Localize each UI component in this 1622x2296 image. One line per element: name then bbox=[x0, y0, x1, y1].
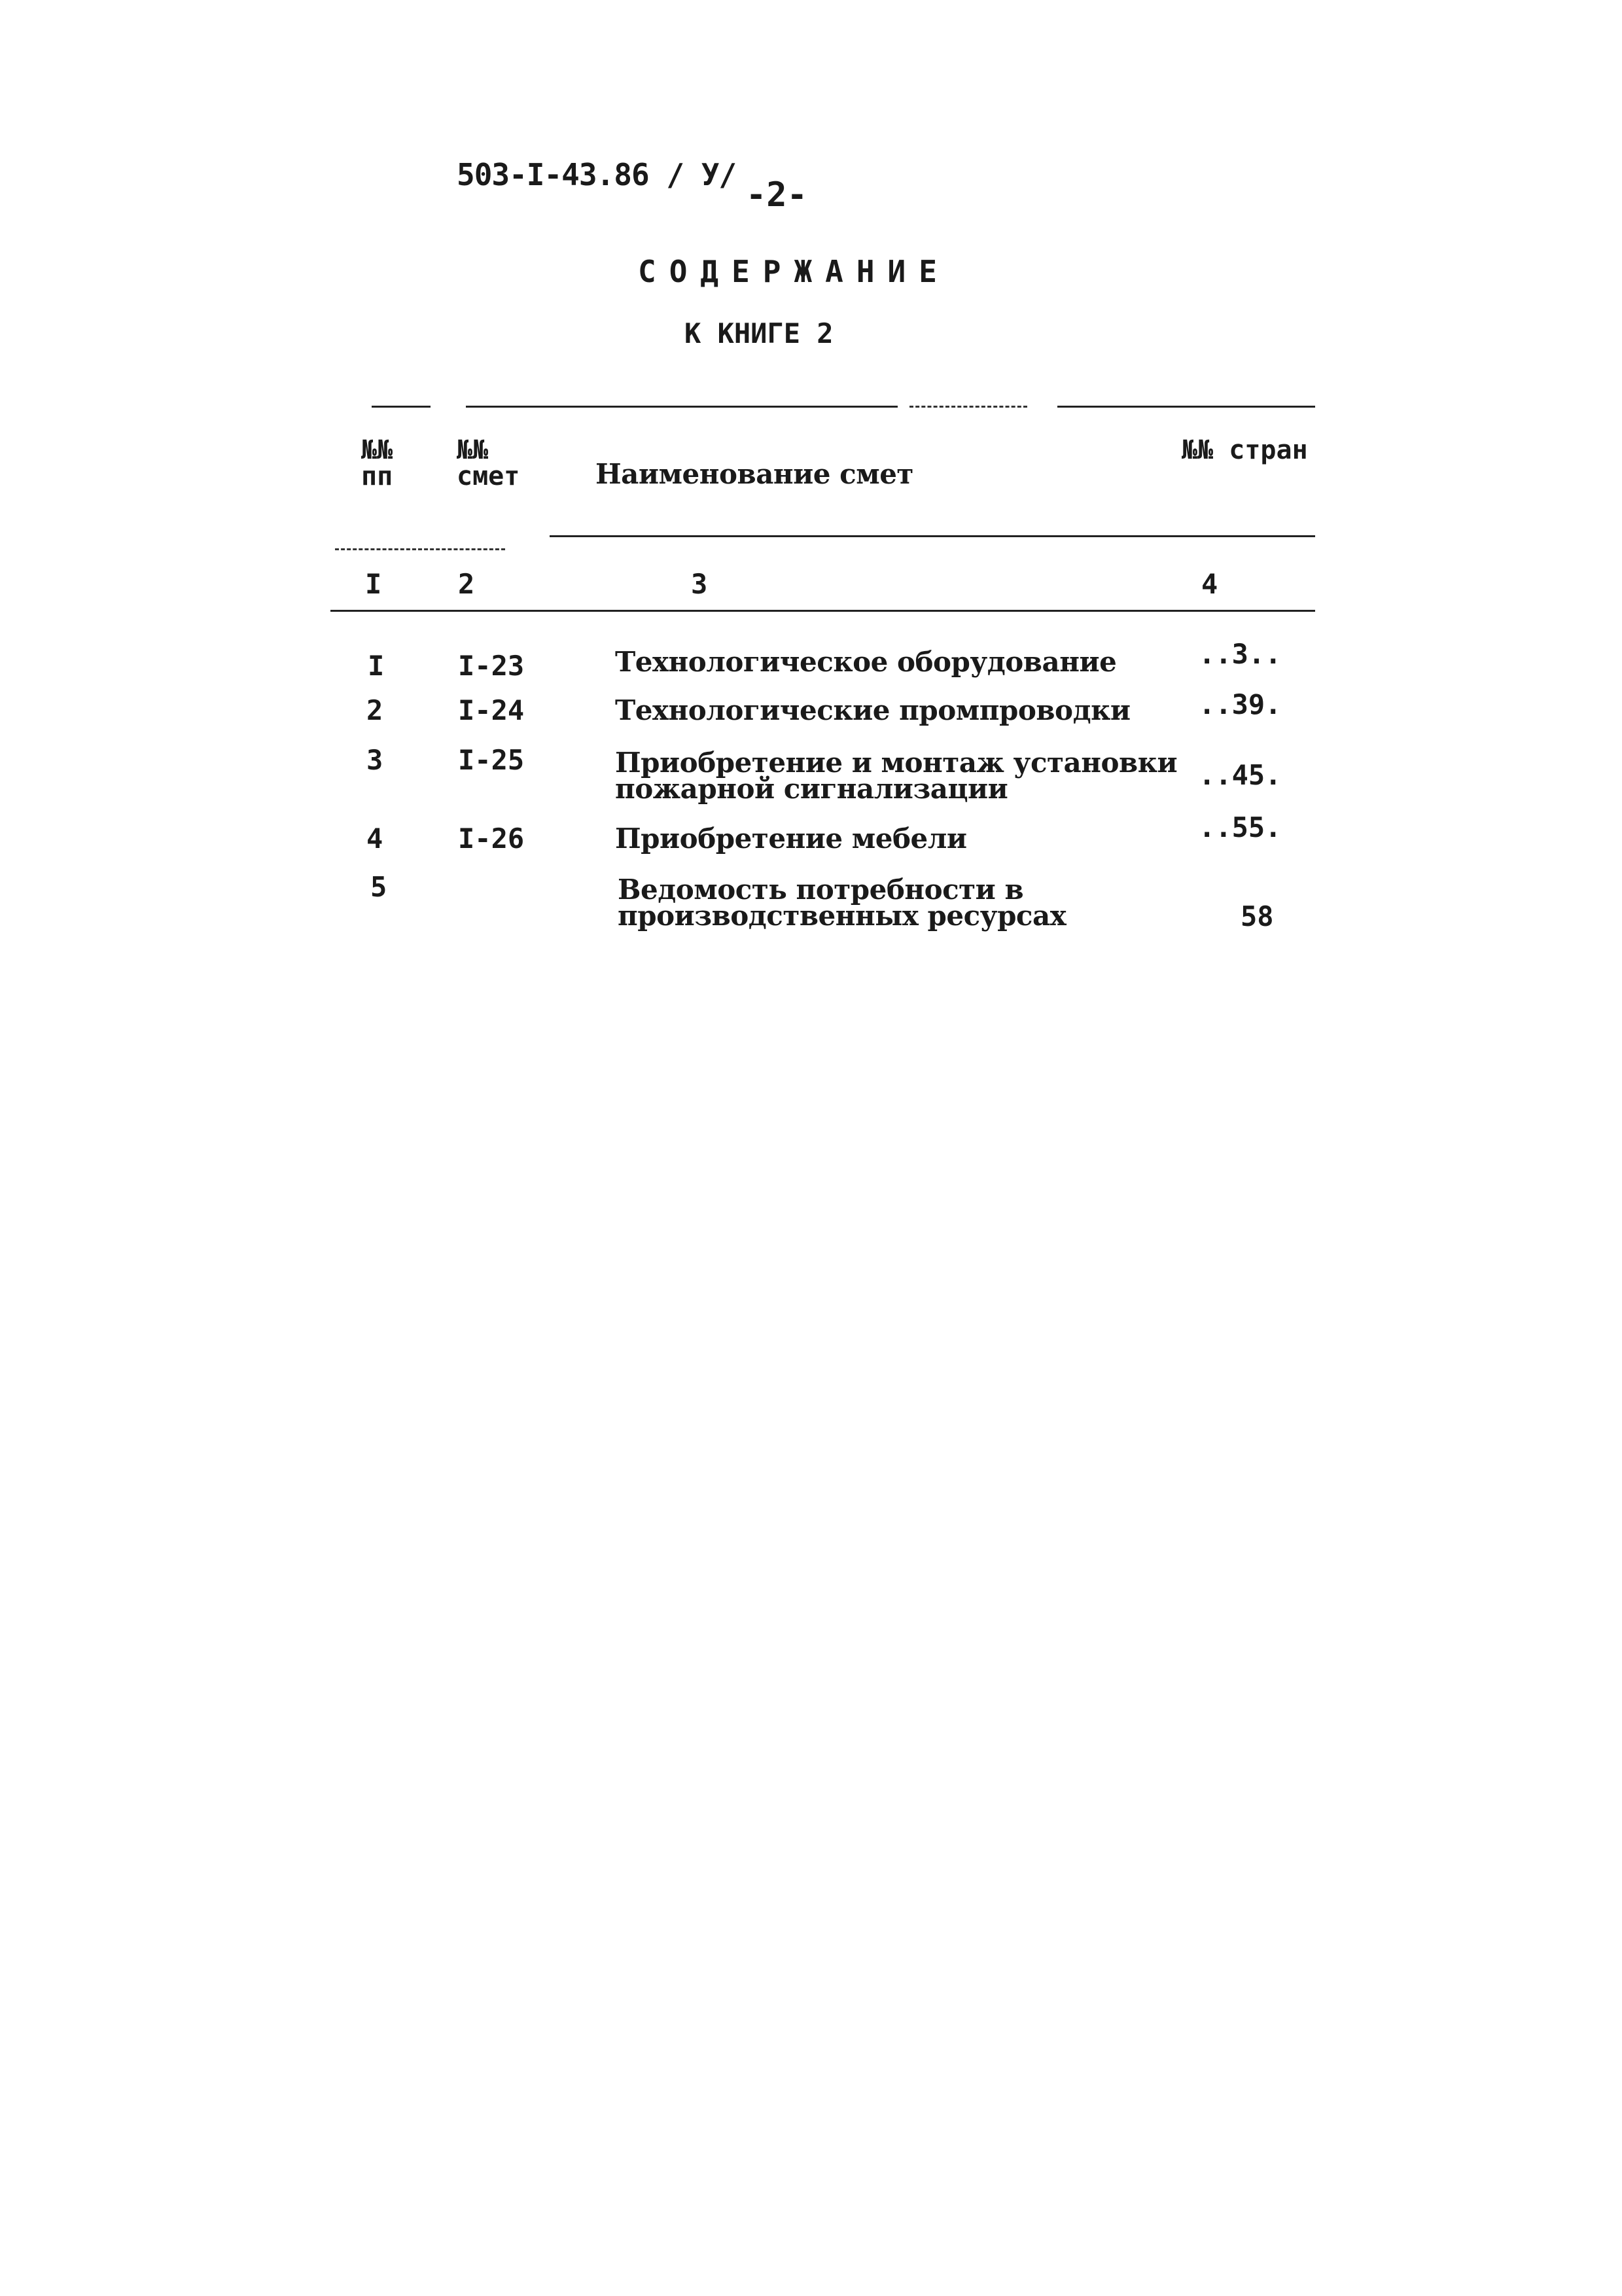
row-3-page: ..45. bbox=[1199, 759, 1282, 791]
row-2-num: 2 bbox=[366, 694, 383, 726]
row-5-name-line2: производственных ресурсах bbox=[618, 900, 1067, 932]
table-header-bottom-rule bbox=[330, 610, 1315, 612]
header-col1-line1: №№ bbox=[361, 435, 393, 465]
row-2-name: Технологические промпроводки bbox=[615, 694, 1131, 726]
header-col1 bbox=[361, 437, 393, 489]
row-4-estimate: I-26 bbox=[458, 822, 525, 855]
row-3-name-line2: пожарной сигнализации bbox=[615, 773, 1008, 805]
header-col2 bbox=[457, 437, 520, 489]
document-code: 503-I-43.86 / У/ bbox=[457, 157, 737, 192]
page-title: СОДЕРЖАНИЕ bbox=[638, 254, 950, 289]
page-number: -2- bbox=[746, 175, 807, 215]
row-5-num: 5 bbox=[370, 871, 387, 903]
row-5-name-line1: Ведомость потребности в bbox=[618, 874, 1024, 906]
header-col3: Наименование смет bbox=[595, 458, 913, 490]
row-1-name: Технологическое оборудование bbox=[615, 646, 1117, 678]
row-1-num: I bbox=[368, 650, 385, 682]
header-col1-line2: пп bbox=[361, 461, 393, 491]
row-4-num: 4 bbox=[366, 822, 383, 855]
table-top-rule-b bbox=[466, 406, 898, 408]
header-col4: №№ стран bbox=[1182, 435, 1308, 465]
row-3-num: 3 bbox=[366, 744, 383, 776]
header-col2-line1: №№ bbox=[457, 435, 489, 465]
table-top-rule-c bbox=[909, 406, 1027, 408]
row-3-estimate: I-25 bbox=[458, 744, 525, 776]
row-2-page: ..39. bbox=[1199, 688, 1282, 720]
row-4-page: ..55. bbox=[1199, 811, 1282, 843]
table-mid-rule-b bbox=[550, 535, 1315, 537]
page-subtitle: К КНИГЕ 2 bbox=[684, 317, 834, 349]
table-mid-rule-a bbox=[335, 548, 505, 550]
column-number-3: 3 bbox=[691, 568, 708, 600]
column-number-1: I bbox=[365, 568, 382, 600]
row-3-name bbox=[615, 747, 1178, 805]
row-1-estimate: I-23 bbox=[458, 650, 525, 682]
row-1-page: ..3.. bbox=[1199, 638, 1282, 670]
row-2-estimate: I-24 bbox=[458, 694, 525, 726]
row-5-name bbox=[618, 874, 1067, 932]
row-5-page: 58 bbox=[1241, 900, 1274, 932]
column-number-4: 4 bbox=[1201, 568, 1218, 600]
table-top-rule-d bbox=[1057, 406, 1315, 408]
table-top-rule-a bbox=[372, 406, 431, 408]
column-number-2: 2 bbox=[458, 568, 475, 600]
header-col2-line2: смет bbox=[457, 461, 520, 491]
row-4-name: Приобретение мебели bbox=[615, 822, 967, 855]
row-3-name-line1: Приобретение и монтаж установки bbox=[615, 747, 1178, 779]
